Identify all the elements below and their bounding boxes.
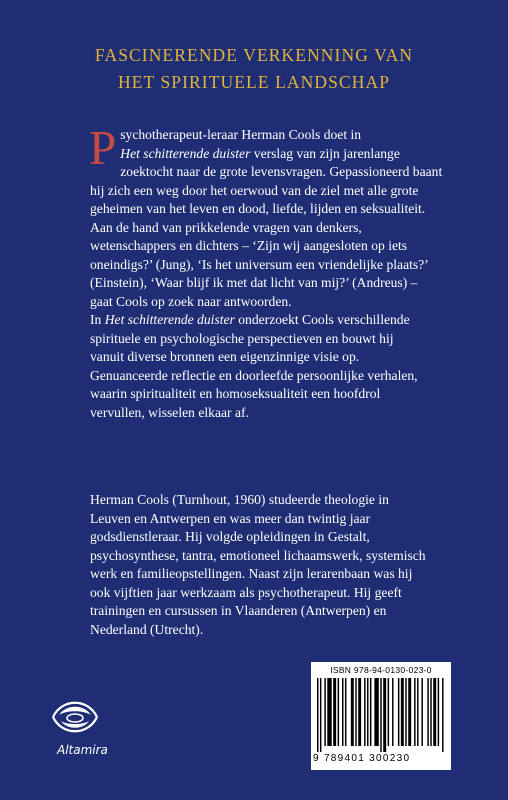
blurb-line: (Einstein), ‘Waar blijf ik met dat licht van mij?’ (Andreus) – <box>90 275 418 290</box>
barcode-bar <box>327 678 331 746</box>
blurb-line: Het schitterende duister verslag van zijn jarenlange <box>120 145 400 161</box>
barcode-box <box>311 662 451 770</box>
blurb <box>89 120 443 422</box>
barcode-bar <box>358 678 361 746</box>
blurb-line: vanuit diverse bronnen een eigenzinnige visie op. <box>90 349 360 364</box>
eye-logo-icon <box>50 692 100 742</box>
barcode-bar <box>320 678 321 752</box>
bio-line: godsdienstleraar. Hij volgde opleidingen in Gestalt, <box>90 529 370 544</box>
barcode-bar <box>414 678 415 746</box>
barcode-bar <box>438 678 439 746</box>
author-bio <box>90 491 440 639</box>
bio-line: ook vijftien jaar werkzaam als psychotherapeut. Hij geeft <box>90 584 402 600</box>
bio-line: psychosynthese, tantra, emotioneel lichaamswerk, systemisch <box>90 547 426 563</box>
blurb-line: oneindigs?’ (Jung), ‘Is het universum een vriendelijke plaats?’ <box>90 256 429 272</box>
blurb-line: spirituele en psychologische perspectieven en bouwt hij <box>90 330 394 346</box>
blurb-line: waarin spiritualiteit en homoseksualiteit een hoofdrol <box>90 386 381 401</box>
barcode-bar <box>317 678 318 752</box>
blurb-line: Genuanceerde reflectie en doorleefde persoonlijke verhalen, <box>90 367 418 383</box>
book-title: Het schitterende duister <box>104 312 235 327</box>
barcode-bar <box>364 678 365 746</box>
headline-line-2: HET SPIRITUELE LANDSCHAP <box>117 72 391 92</box>
barcode-bars <box>317 678 445 752</box>
barcode-bar <box>398 678 399 746</box>
bio-line: werk en familieopstellingen. Naast zijn lerarenbaan was hij <box>90 566 413 581</box>
blurb-line: zoektocht naar de grote levensvragen. Gepassioneerd baant <box>120 164 443 179</box>
barcode-bar <box>374 678 378 746</box>
barcode-bar <box>401 678 404 746</box>
barcode-bar <box>383 678 386 752</box>
bio-line: Herman Cools (Turnhout, 1960) studeerde theologie in <box>90 492 389 507</box>
barcode-bar <box>417 678 418 746</box>
blurb-line: wetenschappers en dichters – ‘Zijn wij aangesloten op iets <box>90 238 408 253</box>
drop-cap: P <box>89 120 117 175</box>
barcode-bar <box>421 678 422 746</box>
barcode-bar <box>427 678 428 746</box>
blurb-line: Aan de hand van prikkelende vragen van denkers, <box>90 219 362 235</box>
publisher-name: Altamira <box>57 743 108 757</box>
barcode-bar <box>351 678 354 746</box>
blurb-line: sychotherapeut-leraar Herman Cools doet in <box>120 127 362 142</box>
barcode-bar <box>380 678 381 752</box>
bio-line: Nederland (Utrecht). <box>90 621 204 637</box>
isbn-label: ISBN 978-94-0130-023-0 <box>330 665 432 675</box>
bio-line: Leuven en Antwerpen en was meer dan twintig jaar <box>90 510 371 526</box>
ean-digits: 9 789401 300230 <box>313 753 411 764</box>
barcode-bar <box>367 678 368 746</box>
barcode-bar <box>324 678 325 746</box>
barcode-bar <box>355 678 356 746</box>
barcode-bar <box>408 678 411 746</box>
barcode-bar <box>342 678 343 746</box>
barcode-bar <box>442 678 443 752</box>
blurb-line: geheimen van het leven en dood, liefde, lijden en seksualiteit. <box>90 201 426 216</box>
barcode-bar <box>370 678 371 746</box>
barcode-bar <box>392 678 393 746</box>
blurb-line: In Het schitterende duister onderzoekt Cools verschillende <box>90 312 410 327</box>
blurb-line: vervullen, wisselen elkaar af. <box>90 404 249 420</box>
barcode-bar <box>388 678 389 746</box>
blurb-line: gaat Cools op zoek naar antwoorden. <box>90 293 292 309</box>
barcode-bar <box>333 678 336 746</box>
bio-line: trainingen en cursussen in Vlaanderen (Antwerpen) en <box>90 603 387 618</box>
book-title: Het schitterende duister <box>120 145 251 161</box>
headline-line-1: FASCINERENDE VERKENNING VAN <box>94 45 414 65</box>
headline <box>0 42 508 96</box>
barcode-bar <box>405 678 406 746</box>
barcode-bar <box>338 678 339 746</box>
barcode-bar <box>433 678 436 746</box>
blurb-line: hij zich een weg door het oerwoud van de ziel met alle grote <box>90 182 419 198</box>
barcode-bar <box>345 678 346 746</box>
barcode-bar <box>430 678 431 746</box>
